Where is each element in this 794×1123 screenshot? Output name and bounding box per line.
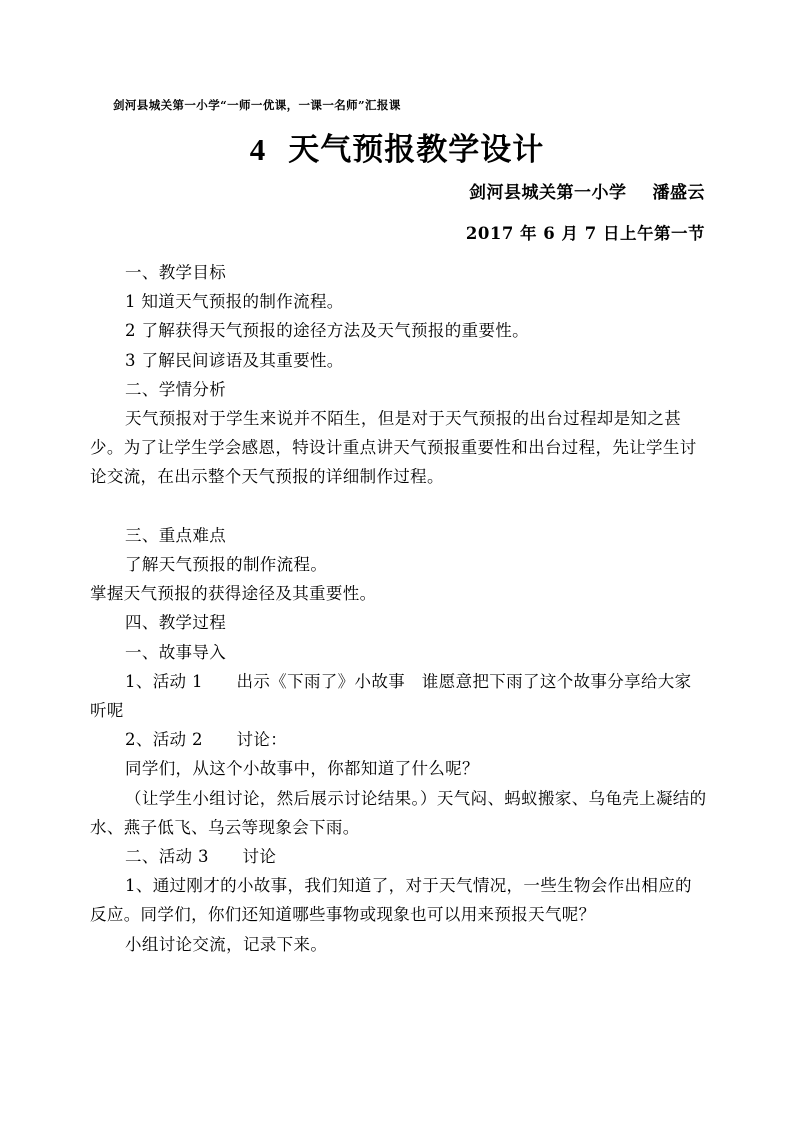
body-line: 二、学情分析: [125, 379, 227, 399]
body-line: 二、活动 3 讨论: [125, 847, 277, 867]
body-spacer-line: [90, 492, 707, 521]
body-line: 1、活动 1 出示《下雨了》小故事 谁愿意把下雨了这个故事分享给大家听呢: [90, 671, 692, 721]
body-line: 2、活动 2 讨论：: [125, 730, 288, 750]
byline-school: 剑河县城关第一小学: [469, 183, 627, 203]
body-line: 3 了解民间谚语及其重要性。: [125, 350, 344, 370]
page-title-text: 天气预报教学设计: [288, 132, 545, 168]
page-title: [0, 130, 794, 170]
body-line: 三、重点难点: [125, 525, 227, 545]
body-line: （让学生小组讨论，然后展示讨论结果。）天气闷、蚂蚁搬家、乌龟壳上凝结的水、燕子低飞、乌云等现象会下雨。: [90, 788, 707, 837]
dateline: 2017 年 6 月 7 日上午第一节: [465, 224, 705, 243]
body-line: 一、教学目标: [125, 263, 227, 282]
body-line: 了解天气预报的制作流程。: [125, 555, 328, 575]
body-line: 1 知道天气预报的制作流程。: [125, 292, 344, 312]
body-line: 2 了解获得天气预报的途径方法及天气预报的重要性。: [125, 321, 529, 341]
body-line: 天气预报对于学生来说并不陌生，但是对于天气预报的出台过程却是知之甚少。为了让学生学会感恩，特设计重点讲天气预报重要性和出台过程，先让学生讨论交流，在出示整个天气预报的详细制作过程。: [90, 409, 697, 487]
document-body: [90, 258, 707, 959]
document-header-banner: 剑河县城关第一小学“一师一优课，一课一名师”汇报课: [113, 98, 401, 112]
byline: [90, 178, 705, 208]
body-line: 一、故事导入: [125, 642, 227, 662]
byline-block: [90, 178, 705, 249]
byline-author: 潘盛云: [652, 183, 705, 203]
body-line: 1、通过刚才的小故事，我们知道了，对于天气情况，一些生物会作出相应的反应。同学们，你们还知道哪些事物或现象也可以用来预报天气呢？: [90, 876, 692, 925]
body-line: 四、教学过程: [125, 613, 227, 633]
body-line: 小组讨论交流，记录下来。: [125, 934, 328, 954]
body-line: 同学们，从这个小故事中，你都知道了什么呢？: [125, 759, 479, 779]
page-title-number: 4: [249, 132, 267, 167]
body-line: 掌握天气预报的获得途径及其重要性。: [90, 584, 377, 604]
